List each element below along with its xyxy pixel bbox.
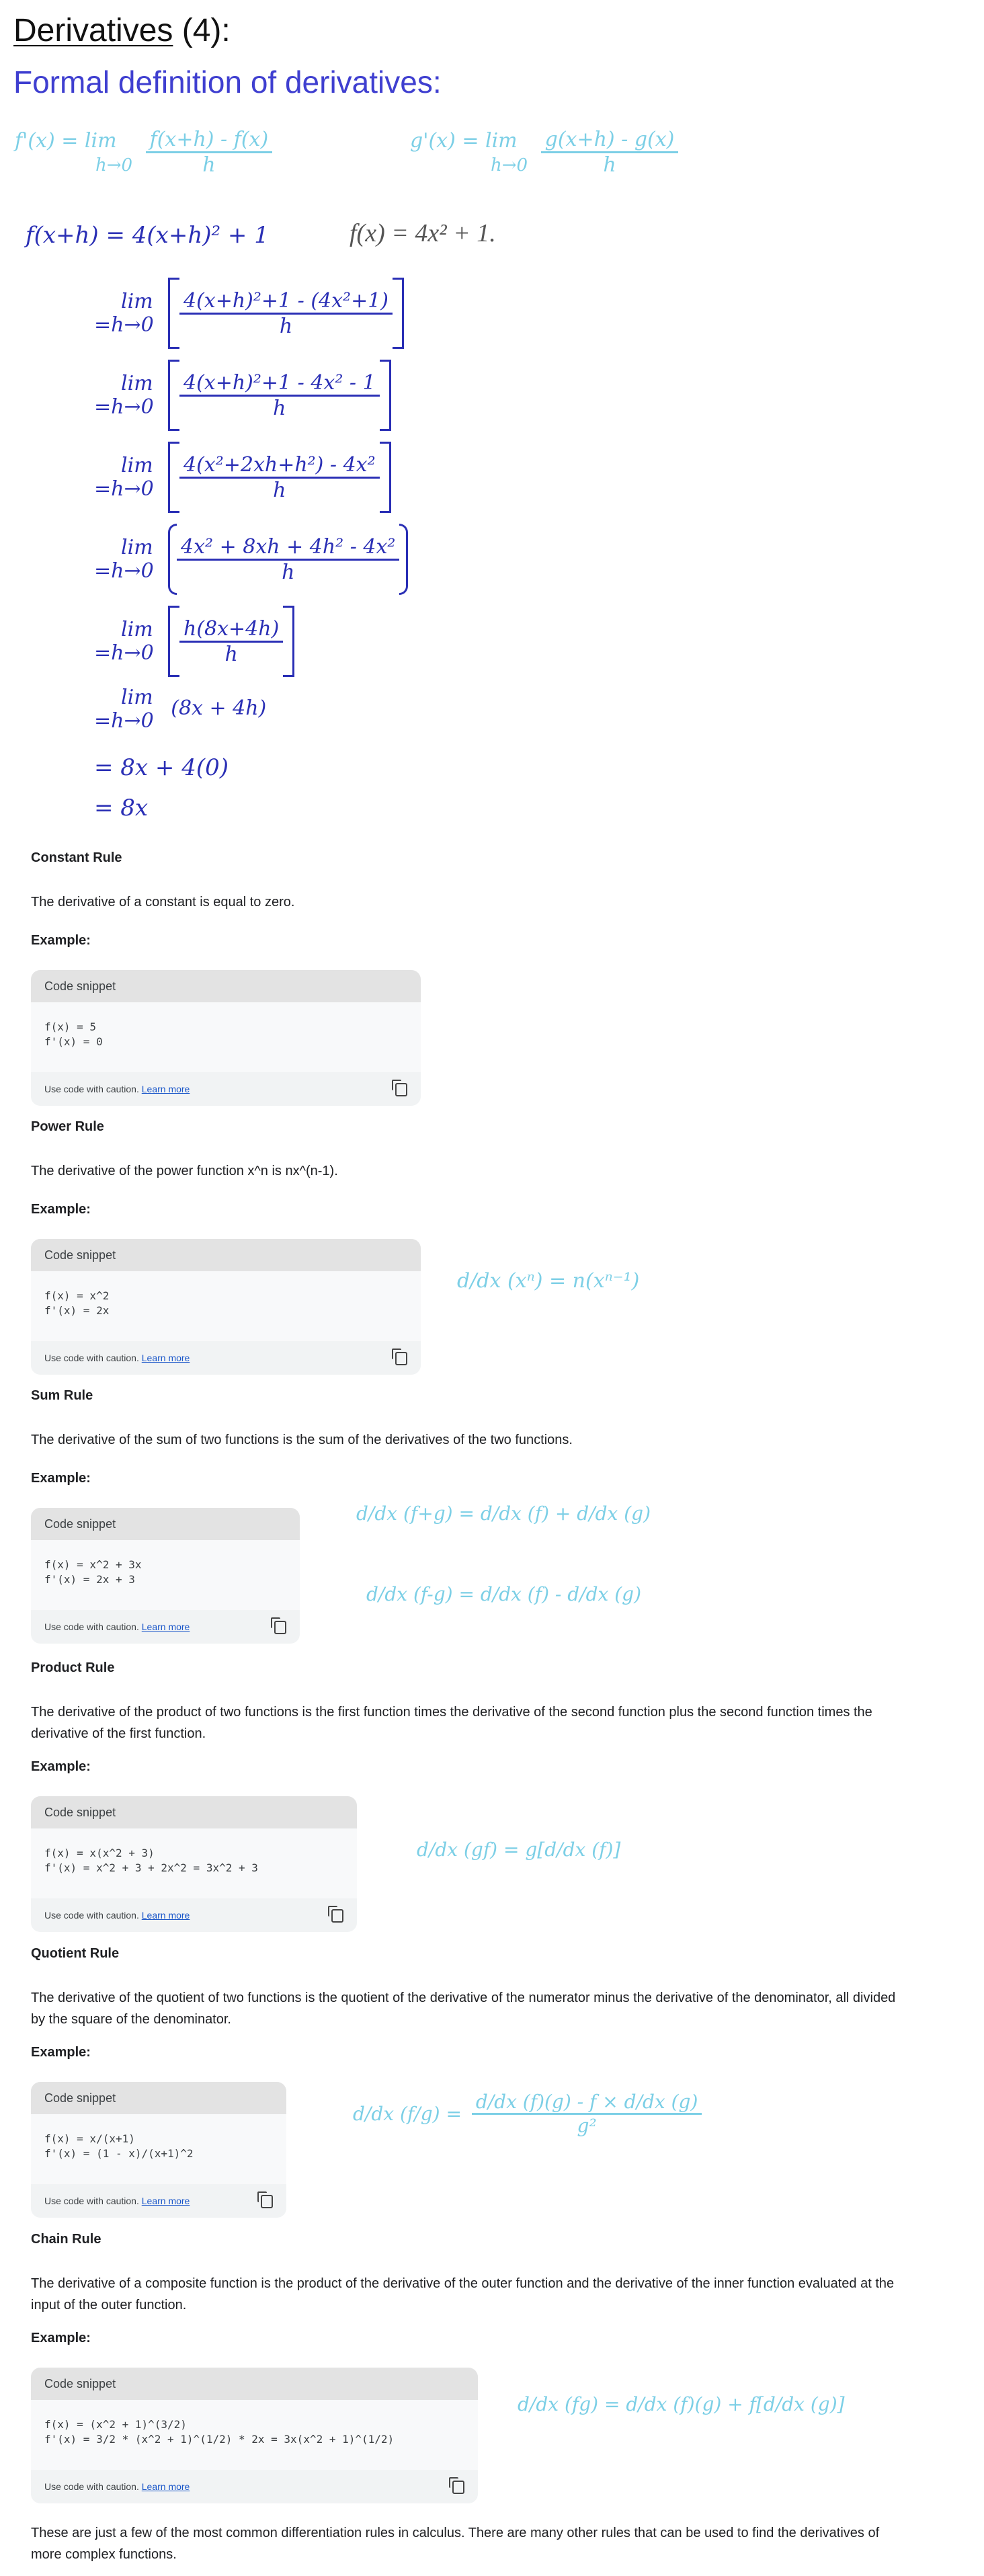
snippet-title: Code snippet — [31, 2082, 286, 2114]
power-rule-note: d/dx (xⁿ) = n(xⁿ⁻¹) — [457, 1269, 640, 1293]
snippet-title: Code snippet — [31, 1239, 421, 1271]
snippet-code[interactable]: f(x) = x(x^2 + 3) f'(x) = x^2 + 3 + 2x^2 = 3x^2 + 3 — [31, 1828, 357, 1898]
caution-text: Use code with caution. — [44, 2481, 139, 2492]
title-rest: (4): — [173, 13, 231, 48]
step-lim: lim — [121, 290, 153, 313]
rule-section — [31, 2232, 898, 2503]
step-denominator: h — [273, 396, 286, 420]
step-numerator: 4(x²+2xh+h²) - 4x² — [183, 452, 376, 477]
printed-function: f(x) = 4x² + 1. — [350, 219, 496, 247]
step-denominator: h — [279, 314, 293, 338]
derivation-steps — [94, 272, 408, 682]
step-close-bracket — [380, 442, 391, 513]
rule-description: The derivative of the product of two functions is the first function times the derivative of the second function plus the second function times the derivative of the first function. — [31, 1705, 872, 1741]
snippet-title: Code snippet — [31, 1508, 300, 1540]
copy-icon[interactable] — [395, 1352, 407, 1365]
step-lim: lim — [121, 372, 153, 395]
rule-heading: Chain Rule — [31, 2232, 101, 2247]
step-open-bracket — [168, 442, 179, 513]
derivation-step — [94, 600, 408, 682]
snippet-footer — [31, 1610, 300, 1644]
example-label: Example: — [31, 2045, 91, 2060]
example-label: Example: — [31, 2331, 91, 2345]
step-denominator: h — [224, 642, 238, 666]
code-snippet — [31, 1796, 357, 1932]
step-sub: =h→0 — [94, 313, 154, 337]
snippet-footer — [31, 1341, 421, 1375]
g-def-numerator: g(x+h) - g(x) — [544, 128, 675, 151]
rule-description: The derivative of a composite function is the product of the derivative of the outer function and the derivative of the inner function evaluated at the input of the outer function. — [31, 2276, 895, 2312]
step-close-bracket — [283, 606, 294, 677]
g-def-sub: h→0 — [491, 155, 528, 175]
title-underlined: Derivatives — [13, 13, 173, 48]
copy-icon[interactable] — [331, 1909, 343, 1923]
step-denominator: h — [273, 478, 286, 502]
closing-paragraph: These are just a few of the most common differentiation rules in calculus. There are many other rules that can be used to find the derivatives of more complex functions. — [31, 2526, 880, 2562]
copy-icon[interactable] — [395, 1083, 407, 1096]
caution-text: Use code with caution. — [44, 1910, 139, 1921]
f-def-denominator: h — [202, 153, 216, 177]
code-snippet — [31, 2082, 286, 2218]
step-close-bracket — [380, 360, 391, 431]
copy-icon[interactable] — [452, 2481, 464, 2494]
step-6 — [94, 686, 266, 733]
rule-description: The derivative of the sum of two functions is the sum of the derivatives of the two functions. — [31, 1433, 573, 1447]
rule-section — [31, 1660, 898, 1932]
g-def-denominator: h — [603, 153, 616, 177]
learn-more-link[interactable]: Learn more — [141, 1621, 190, 1632]
step-8: = 8x — [94, 795, 149, 821]
step-close-bracket — [399, 524, 408, 595]
snippet-footer — [31, 2184, 286, 2218]
step6-lim: lim — [121, 686, 153, 709]
snippet-code[interactable]: f(x) = x^2 f'(x) = 2x — [31, 1271, 421, 1341]
quotient-numerator: d/dx (f)(g) - f × d/dx (g) — [475, 2091, 698, 2113]
step-sub: =h→0 — [94, 395, 154, 419]
learn-more-link[interactable]: Learn more — [141, 2481, 190, 2492]
example-label: Example: — [31, 933, 91, 948]
derivation-step — [94, 436, 408, 518]
example-label: Example: — [31, 1202, 91, 1217]
rule-description: The derivative of the quotient of two functions is the quotient of the derivative of the numerator minus the derivative of the denominator, all divided by the square of the denominator. — [31, 1990, 896, 2027]
sum-rule-note-1: d/dx (f+g) = d/dx (f) + d/dx (g) — [356, 1502, 651, 1525]
caution-text: Use code with caution. — [44, 2196, 139, 2206]
fxh-expansion: f(x+h) = 4(x+h)² + 1 — [26, 222, 269, 249]
page-subtitle: Formal definition of derivatives: — [13, 65, 442, 99]
code-snippet — [31, 2368, 478, 2503]
code-snippet — [31, 1239, 421, 1375]
snippet-footer — [31, 1898, 357, 1932]
step6-sub: =h→0 — [94, 709, 154, 733]
step-open-bracket — [168, 360, 179, 431]
f-def-lhs: f'(x) = lim — [15, 128, 117, 153]
f-def-numerator: f(x+h) - f(x) — [149, 128, 269, 151]
caution-text: Use code with caution. — [44, 1353, 139, 1363]
snippet-code[interactable]: f(x) = x^2 + 3x f'(x) = 2x + 3 — [31, 1540, 300, 1610]
rule-section — [31, 1119, 898, 1375]
quotient-denominator: g² — [577, 2115, 597, 2137]
rule-heading: Constant Rule — [31, 850, 122, 865]
step-sub: =h→0 — [94, 641, 154, 665]
snippet-title: Code snippet — [31, 1796, 357, 1828]
rule-heading: Power Rule — [31, 1119, 104, 1134]
step-lim: lim — [121, 454, 153, 477]
quotient-rule-note — [353, 2091, 702, 2137]
step-sub: =h→0 — [94, 477, 154, 501]
learn-more-link[interactable]: Learn more — [141, 1084, 190, 1094]
f-derivative-definition — [15, 128, 272, 177]
g-def-lhs: g'(x) = lim — [410, 128, 518, 153]
step-numerator: h(8x+4h) — [183, 616, 280, 641]
snippet-title: Code snippet — [31, 2368, 478, 2400]
product-rule-note: d/dx (gf) = g[d/dx (f)] — [417, 1839, 621, 1861]
step-lim: lim — [121, 536, 153, 559]
rule-section — [31, 850, 898, 1106]
sum-rule-note-2: d/dx (f-g) = d/dx (f) - d/dx (g) — [366, 1583, 642, 1605]
snippet-footer — [31, 2470, 478, 2503]
step-lim: lim — [121, 618, 153, 641]
snippet-code[interactable]: f(x) = x/(x+1) f'(x) = (1 - x)/(x+1)^2 — [31, 2114, 286, 2184]
example-label: Example: — [31, 1759, 91, 1774]
step-close-bracket — [393, 278, 404, 349]
g-derivative-definition — [410, 128, 678, 177]
caution-text: Use code with caution. — [44, 1084, 139, 1094]
step-7: = 8x + 4(0) — [94, 754, 229, 781]
f-def-sub: h→0 — [95, 155, 133, 175]
rule-description: The derivative of a constant is equal to zero. — [31, 895, 295, 910]
snippet-title: Code snippet — [31, 970, 421, 1002]
copy-icon[interactable] — [261, 2195, 273, 2208]
learn-more-link[interactable]: Learn more — [141, 2196, 190, 2206]
step-numerator: 4x² + 8xh + 4h² - 4x² — [181, 534, 396, 559]
page-title — [13, 12, 231, 49]
rule-description: The derivative of the power function x^n is nx^(n-1). — [31, 1164, 338, 1178]
step-sub: =h→0 — [94, 559, 154, 583]
code-snippet — [31, 970, 421, 1106]
learn-more-link[interactable]: Learn more — [141, 1910, 190, 1921]
rule-heading: Product Rule — [31, 1660, 115, 1675]
example-label: Example: — [31, 1471, 91, 1486]
copy-icon[interactable] — [274, 1621, 286, 1634]
derivation-step — [94, 518, 408, 600]
derivation-step — [94, 272, 408, 354]
step-numerator: 4(x+h)²+1 - (4x²+1) — [183, 288, 388, 313]
snippet-code[interactable]: f(x) = 5 f'(x) = 0 — [31, 1002, 421, 1072]
caution-text: Use code with caution. — [44, 1621, 139, 1632]
derivation-step — [94, 354, 408, 436]
snippet-code[interactable]: f(x) = (x^2 + 1)^(3/2) f'(x) = 3/2 * (x^2 + 1)^(1/2) * 2x = 3x(x^2 + 1)^(1/2) — [31, 2400, 478, 2470]
chain-rule-note: d/dx (fg) = d/dx (f)(g) + f[d/dx (g)] — [518, 2393, 845, 2415]
rule-section — [31, 1946, 898, 2218]
rule-heading: Sum Rule — [31, 1388, 93, 1403]
code-snippet — [31, 1508, 300, 1644]
rule-heading: Quotient Rule — [31, 1946, 120, 1961]
step-open-bracket — [168, 524, 177, 595]
step6-expr: (8x + 4h) — [171, 696, 267, 720]
step-open-bracket — [168, 606, 179, 677]
step-open-bracket — [168, 278, 179, 349]
step-numerator: 4(x+h)²+1 - 4x² - 1 — [183, 370, 376, 395]
learn-more-link[interactable]: Learn more — [141, 1353, 190, 1363]
step-denominator: h — [282, 560, 295, 584]
quotient-lhs: d/dx (f/g) = — [353, 2103, 462, 2125]
snippet-footer — [31, 1072, 421, 1106]
